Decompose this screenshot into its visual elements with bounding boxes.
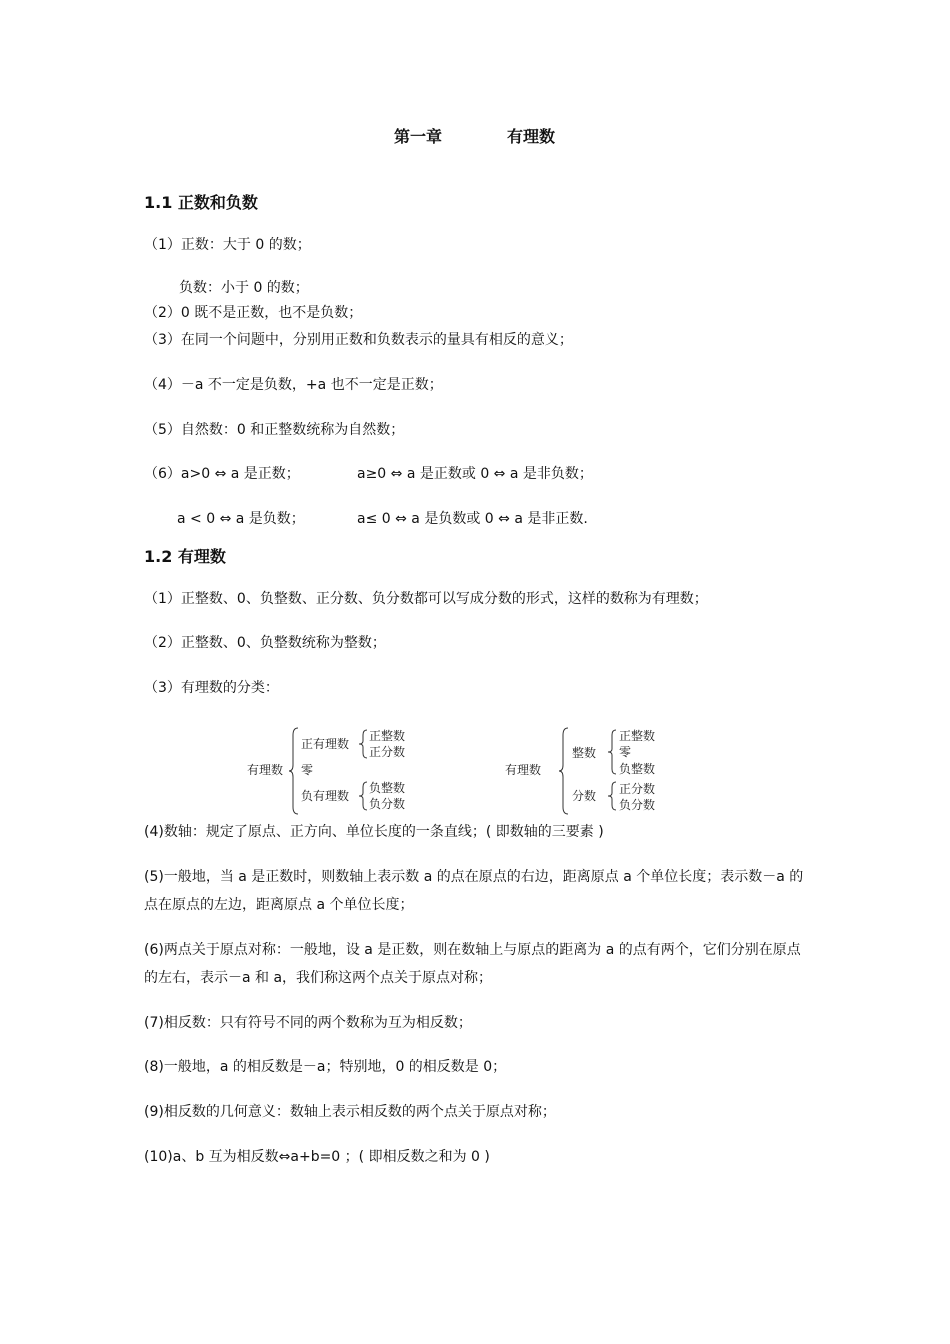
- d2-int-brace: [607, 729, 617, 775]
- d1-root: 有理数: [247, 763, 284, 777]
- s1-line-6d: a≤ 0 ⇔ a 是负数或 0 ⇔ a 是非正数.: [357, 511, 588, 527]
- section-heading-1-2: 1.2 有理数: [144, 547, 226, 566]
- s1-line-6a: （6）a>0 ⇔ a 是正数；: [144, 466, 300, 482]
- d2-main-brace: [558, 727, 570, 815]
- section-heading-1-1: 1.1 正数和负数: [144, 193, 258, 212]
- d1-main-brace: [288, 727, 300, 815]
- s1-line-5: （5）自然数：0 和正整数统称为自然数；: [144, 422, 405, 438]
- d1-zero: 零: [301, 763, 314, 777]
- d2-pos-int: 正整数: [619, 729, 656, 743]
- s2-line-4: (4)数轴：规定了原点、正方向、单位长度的一条直线；( 即数轴的三要素 ): [144, 824, 604, 840]
- d1-pos: 正有理数: [301, 737, 350, 751]
- s2-line-5a: (5)一般地，当 a 是正数时，则数轴上表示数 a 的点在原点的右边，距离原点 a 个单位长度；表示数－a 的: [144, 869, 804, 885]
- s2-line-5b: 点在原点的左边，距离原点 a 个单位长度；: [144, 897, 414, 913]
- s1-line-6c: a < 0 ⇔ a 是负数；: [177, 511, 305, 527]
- d2-neg-int: 负整数: [619, 762, 656, 776]
- d1-neg-frac: 负分数: [369, 797, 406, 811]
- d1-pos-int: 正整数: [369, 729, 406, 743]
- d1-neg-int: 负整数: [369, 781, 406, 795]
- s2-line-10: (10)a、b 互为相反数⇔a+b=0 ；( 即相反数之和为 0 ): [144, 1149, 490, 1165]
- d2-pos-frac: 正分数: [619, 782, 656, 796]
- s2-line-1: （1）正整数、0、负整数、正分数、负分数都可以写成分数的形式，这样的数称为有理数；: [144, 591, 708, 607]
- d2-int: 整数: [572, 746, 597, 760]
- d1-pos-brace: [358, 729, 368, 759]
- d1-neg-brace: [358, 781, 368, 811]
- s1-line-2: （2）0 既不是正数，也不是负数；: [144, 305, 363, 321]
- d1-pos-frac: 正分数: [369, 745, 406, 759]
- s2-line-8: (8)一般地，a 的相反数是－a；特别地，0 的相反数是 0；: [144, 1059, 507, 1075]
- s2-line-7: (7)相反数：只有符号不同的两个数称为互为相反数；: [144, 1015, 472, 1031]
- d2-neg-frac: 负分数: [619, 798, 656, 812]
- s1-line-6b: a≥0 ⇔ a 是正数或 0 ⇔ a 是非负数；: [357, 466, 593, 482]
- s1-line-3: （3）在同一个问题中，分别用正数和负数表示的量具有相反的意义；: [144, 332, 573, 348]
- chapter-label: 第一章: [394, 127, 443, 146]
- s1-line-1b: 负数：小于 0 的数；: [179, 280, 309, 296]
- s1-line-1: （1）正数：大于 0 的数；: [144, 237, 311, 253]
- s2-line-6a: (6)两点关于原点对称：一般地，设 a 是正数，则在数轴上与原点的距离为 a 的点有两个，它们分别在原点: [144, 942, 801, 958]
- s1-line-4: （4）－a 不一定是负数，+a 也不一定是正数；: [144, 377, 443, 393]
- d2-root: 有理数: [505, 763, 542, 777]
- d2-frac-brace: [607, 781, 617, 811]
- d2-frac: 分数: [572, 789, 597, 803]
- s2-line-3: （3）有理数的分类：: [144, 680, 279, 696]
- s2-line-6b: 的左右，表示－a 和 a，我们称这两个点关于原点对称；: [144, 970, 493, 986]
- s2-line-9: (9)相反数的几何意义：数轴上表示相反数的两个点关于原点对称；: [144, 1104, 556, 1120]
- d1-neg: 负有理数: [301, 789, 350, 803]
- s2-line-2: （2）正整数、0、负整数统称为整数；: [144, 635, 386, 651]
- d2-zero: 零: [619, 745, 632, 759]
- chapter-title: 有理数: [507, 127, 556, 146]
